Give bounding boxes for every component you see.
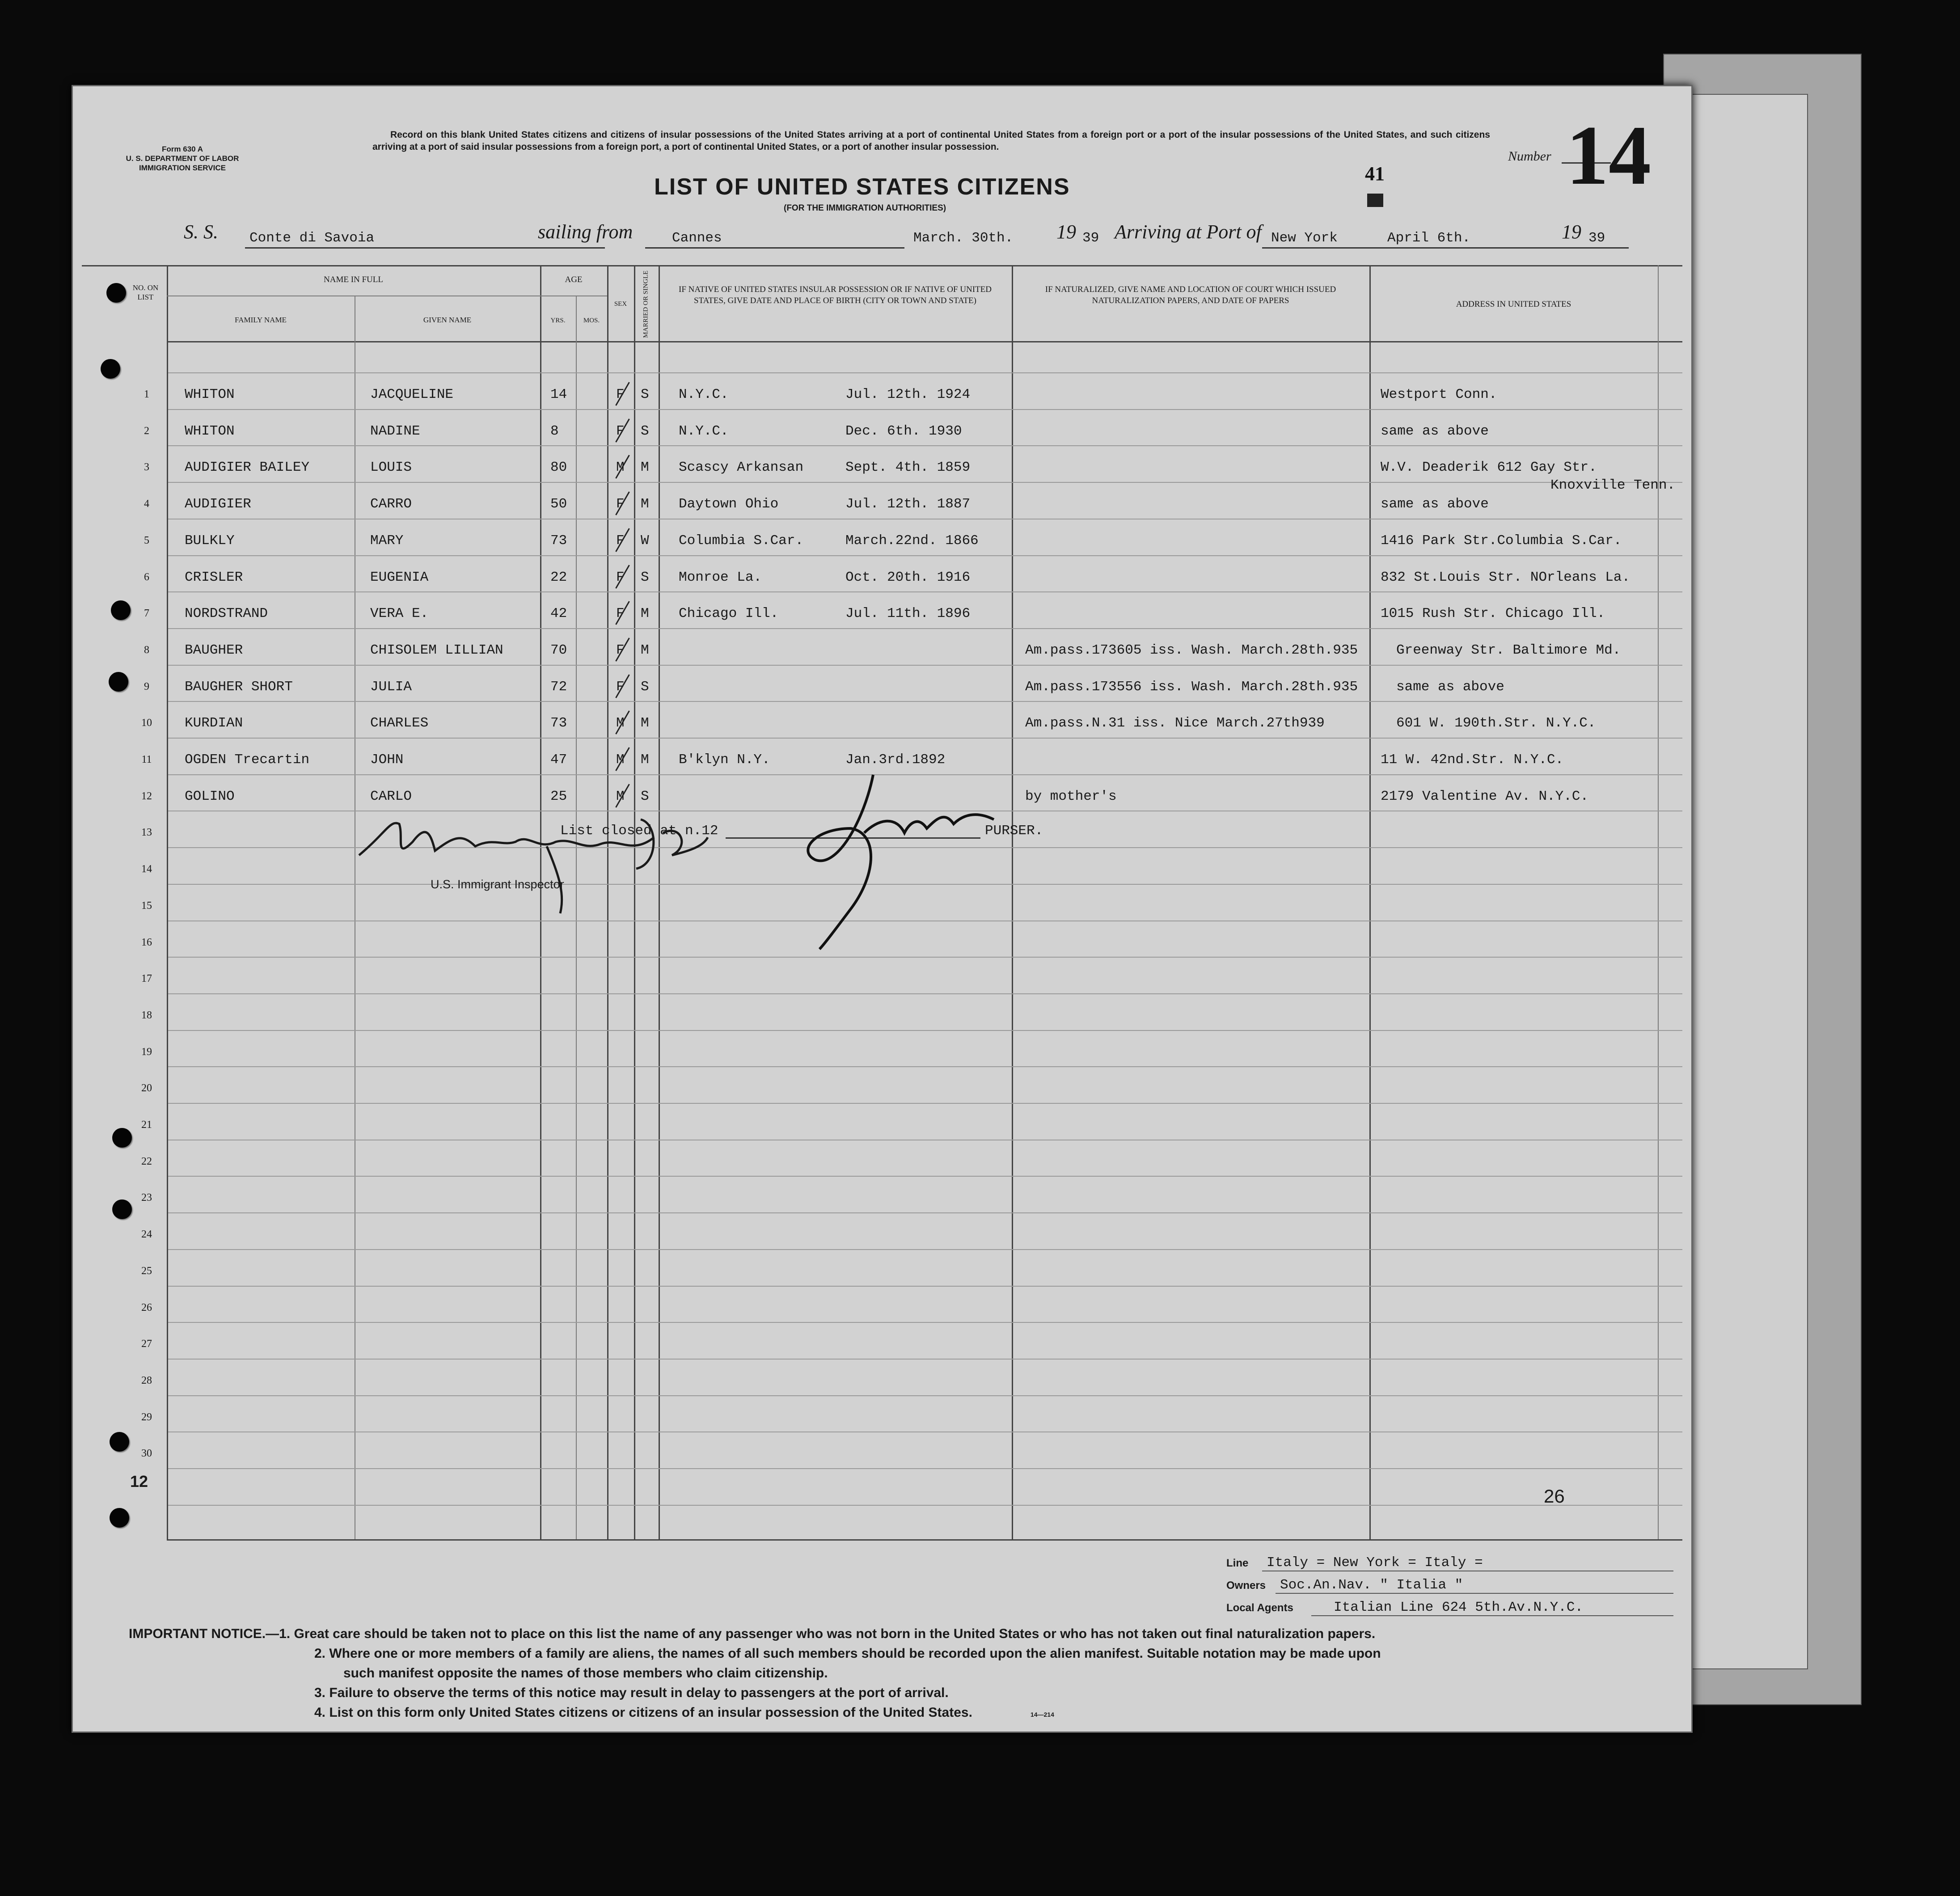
owners-underline bbox=[1276, 1593, 1673, 1594]
header-family-name: FAMILY NAME bbox=[235, 316, 287, 324]
birth-place-cell: N.Y.C. bbox=[679, 387, 729, 402]
ruled-line bbox=[168, 555, 1682, 556]
address-cell: same as above bbox=[1396, 679, 1504, 695]
row-number: 23 bbox=[141, 1192, 152, 1203]
notice-item-4-text: 4. List on this form only United States citizens or citizens of an insular possession of the United States. bbox=[314, 1705, 972, 1720]
given-name-cell: CARRO bbox=[370, 496, 412, 512]
punch-hole bbox=[112, 1199, 132, 1219]
ruled-line bbox=[168, 1249, 1682, 1250]
sex-cell: F bbox=[616, 387, 625, 402]
family-name-cell: AUDIGIER BAILEY bbox=[185, 460, 310, 475]
given-name-cell: CARLO bbox=[370, 789, 412, 804]
sex-cell: M bbox=[616, 460, 625, 475]
purser-signature bbox=[761, 766, 1012, 954]
agents-underline bbox=[1311, 1615, 1673, 1616]
birth-date-cell: Jul. 11th. 1896 bbox=[845, 606, 971, 621]
punch-hole bbox=[112, 1128, 132, 1148]
marital-status-cell: M bbox=[641, 496, 649, 512]
notice-form-code: 14—214 bbox=[1030, 1711, 1054, 1718]
punch-hole bbox=[109, 672, 128, 692]
ruled-line bbox=[168, 1030, 1682, 1031]
naturalized-cell: Am.pass.173556 iss. Wash. March.28th.935 bbox=[1025, 679, 1358, 695]
header-married-or-single: MARRIED OR SINGLE bbox=[642, 270, 650, 338]
birth-place-cell: Daytown Ohio bbox=[679, 496, 779, 512]
line-value: Italy = New York = Italy = bbox=[1267, 1555, 1483, 1571]
row-number: 10 bbox=[141, 717, 152, 729]
header-birth: IF NATIVE OF UNITED STATES INSULAR POSSESSION OR IF NATIVE OF UNITED STATES, GIVE DATE AND PLACE OF BIRTH (CITY OR TOWN AND STATE) bbox=[679, 285, 992, 305]
punch-hole bbox=[110, 1508, 129, 1528]
row-number: 16 bbox=[141, 937, 152, 948]
notice-line-1 bbox=[129, 1624, 1685, 1644]
row-number: 18 bbox=[141, 1009, 152, 1021]
address-continuation-cell: Knoxville Tenn. bbox=[1550, 477, 1676, 493]
marital-status-cell: M bbox=[641, 752, 649, 768]
naturalized-cell: by mother's bbox=[1025, 789, 1117, 804]
family-name-cell: NORDSTRAND bbox=[185, 606, 268, 621]
given-name-cell: NADINE bbox=[370, 423, 420, 439]
age-cell: 72 bbox=[550, 679, 567, 695]
list-number: 14 bbox=[1566, 109, 1651, 203]
birth-place-cell: Monroe La. bbox=[679, 570, 762, 585]
given-name-cell: LOUIS bbox=[370, 460, 412, 475]
row-number: 9 bbox=[144, 681, 149, 693]
address-cell: 832 St.Louis Str. NOrleans La. bbox=[1381, 570, 1631, 585]
age-cell: 70 bbox=[550, 642, 567, 658]
departure-year-prefix: 19 bbox=[1056, 221, 1076, 243]
ship-underline bbox=[245, 247, 605, 249]
row-number: 21 bbox=[141, 1119, 152, 1131]
departure-date: March. 30th. bbox=[913, 230, 1014, 246]
address-cell: 2179 Valentine Av. N.Y.C. bbox=[1381, 789, 1589, 804]
column-divider bbox=[1369, 265, 1371, 1539]
given-name-cell: JULIA bbox=[370, 679, 412, 695]
ruled-line bbox=[168, 482, 1682, 483]
left-count: 12 bbox=[130, 1472, 148, 1491]
row-number: 26 bbox=[141, 1302, 152, 1313]
naturalized-cell: Am.pass.N.31 iss. Nice March.27th939 bbox=[1025, 715, 1325, 731]
row-number: 11 bbox=[141, 754, 152, 765]
marital-status-cell: M bbox=[641, 606, 649, 621]
row-number: 20 bbox=[141, 1082, 152, 1094]
birth-place-cell: N.Y.C. bbox=[679, 423, 729, 439]
ruled-line bbox=[168, 1359, 1682, 1360]
table-bottom-border bbox=[167, 1539, 1682, 1541]
family-name-cell: GOLINO bbox=[185, 789, 235, 804]
age-cell: 42 bbox=[550, 606, 567, 621]
ruled-line bbox=[168, 1322, 1682, 1323]
header-address: ADDRESS IN UNITED STATES bbox=[1456, 300, 1571, 309]
inspector-label: U.S. Immigrant Inspector bbox=[431, 878, 564, 891]
row-number: 13 bbox=[141, 827, 152, 838]
sex-cell: F bbox=[616, 606, 625, 621]
ruled-line bbox=[168, 591, 1682, 592]
birth-place-cell: Columbia S.Car. bbox=[679, 533, 804, 549]
stamp-number: 41 bbox=[1365, 163, 1385, 185]
address-cell: Westport Conn. bbox=[1381, 387, 1497, 402]
arrival-port: New York bbox=[1271, 230, 1338, 246]
sex-cell: M bbox=[616, 789, 625, 804]
given-name-cell: CHISOLEM LILLIAN bbox=[370, 642, 503, 658]
row-number: 25 bbox=[141, 1265, 152, 1277]
arrival-year: 39 bbox=[1588, 230, 1605, 246]
ruled-line bbox=[168, 1212, 1682, 1213]
form-instructions: Record on this blank United States citizens and citizens of insular possessions of the United States arriving at a port of continental United States from a foreign port or a port of the insular possessions of the United States, and such citizens arriving at a port of said insular possessions from a foreign port, a port of continental United States, or a port of another insular possession. bbox=[372, 130, 1490, 152]
row-number: 3 bbox=[144, 461, 149, 473]
row-number: 22 bbox=[141, 1156, 152, 1167]
page-subtitle: (FOR THE IMMIGRATION AUTHORITIES) bbox=[784, 203, 946, 213]
arrival-year-prefix: 19 bbox=[1562, 221, 1581, 243]
agents-value: Italian Line 624 5th.Av.N.Y.C. bbox=[1334, 1600, 1584, 1615]
family-name-cell: BULKLY bbox=[185, 533, 235, 549]
punch-hole bbox=[106, 283, 126, 303]
address-cell: 1015 Rush Str. Chicago Ill. bbox=[1381, 606, 1605, 621]
sex-cell: F bbox=[616, 423, 625, 439]
header-sex: SEX bbox=[614, 300, 627, 308]
column-divider bbox=[1658, 265, 1659, 1539]
age-cell: 8 bbox=[550, 423, 559, 439]
form-number: Form 630 A bbox=[162, 145, 203, 153]
header-given-name: GIVEN NAME bbox=[423, 316, 472, 324]
sex-cell: F bbox=[616, 642, 625, 658]
column-divider bbox=[167, 265, 168, 1539]
row-number: 8 bbox=[144, 644, 149, 656]
family-name-cell: BAUGHER SHORT bbox=[185, 679, 293, 695]
address-cell: 1416 Park Str.Columbia S.Car. bbox=[1381, 533, 1622, 549]
ruled-line bbox=[168, 1176, 1682, 1177]
row-number: 30 bbox=[141, 1448, 152, 1459]
marital-status-cell: M bbox=[641, 715, 649, 731]
row-number: 15 bbox=[141, 900, 152, 912]
marital-status-cell: W bbox=[641, 533, 649, 549]
ruled-line bbox=[168, 665, 1682, 666]
sex-cell: F bbox=[616, 570, 625, 585]
arriving-label: Arriving at Port of bbox=[1115, 221, 1262, 243]
naturalized-cell: Am.pass.173605 iss. Wash. March.28th.935 bbox=[1025, 642, 1358, 658]
back-sheet bbox=[1681, 94, 1808, 1669]
ruled-line bbox=[168, 957, 1682, 958]
sex-cell: F bbox=[616, 496, 625, 512]
row-number: 4 bbox=[144, 498, 149, 510]
notice-item-2a: 2. Where one or more members of a family are aliens, the names of all such members should be recorded upon the alien manifest. Suitable notation may be made upon bbox=[314, 1646, 1381, 1661]
given-name-cell: VERA E. bbox=[370, 606, 429, 621]
age-cell: 73 bbox=[550, 533, 567, 549]
stamp-mark bbox=[1367, 194, 1383, 207]
given-name-cell: EUGENIA bbox=[370, 570, 429, 585]
birth-date-cell: Jul. 12th. 1924 bbox=[845, 387, 971, 402]
age-cell: 14 bbox=[550, 387, 567, 402]
form-id bbox=[109, 144, 256, 173]
ruled-line bbox=[168, 701, 1682, 702]
family-name-cell: OGDEN Trecartin bbox=[185, 752, 310, 768]
row-number: 5 bbox=[144, 535, 149, 546]
inspector-signature bbox=[350, 806, 752, 936]
marital-status-cell: M bbox=[641, 642, 649, 658]
given-name-cell: CHARLES bbox=[370, 715, 429, 731]
ruled-line bbox=[168, 1066, 1682, 1067]
row-number: 27 bbox=[141, 1338, 152, 1350]
owners-label: Owners bbox=[1226, 1579, 1266, 1592]
row-number: 24 bbox=[141, 1229, 152, 1240]
sex-cell: F bbox=[616, 533, 625, 549]
ruled-line bbox=[168, 1103, 1682, 1104]
row-number: 28 bbox=[141, 1375, 152, 1386]
address-cell: 11 W. 42nd.Str. N.Y.C. bbox=[1381, 752, 1564, 768]
birth-place-cell: Chicago Ill. bbox=[679, 606, 779, 621]
punch-hole bbox=[101, 359, 120, 379]
agents-label: Local Agents bbox=[1226, 1602, 1293, 1614]
ruled-line bbox=[168, 738, 1682, 739]
family-name-cell: BAUGHER bbox=[185, 642, 243, 658]
header-mos: MOS. bbox=[583, 317, 600, 324]
header-yrs: YRS. bbox=[550, 317, 566, 324]
address-cell: W.V. Deaderik 612 Gay Str. bbox=[1381, 460, 1597, 475]
ruled-line bbox=[168, 993, 1682, 994]
ruled-line bbox=[168, 409, 1682, 410]
ruled-line bbox=[168, 628, 1682, 629]
page-title: LIST OF UNITED STATES CITIZENS bbox=[654, 174, 1070, 200]
number-label: Number bbox=[1508, 149, 1551, 164]
line-label: Line bbox=[1226, 1557, 1249, 1569]
birth-date-cell: March.22nd. 1866 bbox=[845, 533, 979, 549]
table-top-border bbox=[82, 265, 1682, 266]
row-number: 12 bbox=[141, 790, 152, 802]
marital-status-cell: S bbox=[641, 387, 649, 402]
manifest-sheet bbox=[72, 85, 1693, 1733]
ruled-line bbox=[168, 1286, 1682, 1287]
sex-cell: F bbox=[616, 679, 625, 695]
departure-port: Cannes bbox=[672, 230, 722, 246]
marital-status-cell: M bbox=[641, 460, 649, 475]
address-cell: same as above bbox=[1381, 496, 1489, 512]
ruled-line bbox=[168, 1468, 1682, 1469]
header-no-on-list: NO. ON LIST bbox=[132, 283, 159, 301]
age-cell: 73 bbox=[550, 715, 567, 731]
row-number: 2 bbox=[144, 425, 149, 437]
header-age: AGE bbox=[565, 275, 583, 284]
birth-date-cell: Oct. 20th. 1916 bbox=[845, 570, 971, 585]
column-divider bbox=[1012, 265, 1013, 1539]
service: IMMIGRATION SERVICE bbox=[139, 164, 226, 172]
family-name-cell: WHITON bbox=[185, 387, 235, 402]
header-bottom-border bbox=[167, 341, 1682, 342]
arrival-underline bbox=[1262, 247, 1629, 249]
arrival-date: April 6th. bbox=[1387, 230, 1471, 246]
header-name-in-full: NAME IN FULL bbox=[324, 275, 383, 284]
ruled-line bbox=[168, 445, 1682, 446]
marital-status-cell: S bbox=[641, 679, 649, 695]
departure-year: 39 bbox=[1082, 230, 1099, 246]
punch-hole bbox=[111, 600, 131, 620]
row-number: 17 bbox=[141, 973, 152, 984]
family-name-cell: KURDIAN bbox=[185, 715, 243, 731]
given-name-cell: MARY bbox=[370, 533, 404, 549]
notice-item-2b: such manifest opposite the names of those members who claim citizenship. bbox=[343, 1666, 828, 1681]
address-cell: 601 W. 190th.Str. N.Y.C. bbox=[1396, 715, 1596, 731]
ship-name: Conte di Savoia bbox=[249, 230, 375, 246]
ruled-line bbox=[168, 372, 1682, 373]
birth-place-cell: B'klyn N.Y. bbox=[679, 752, 770, 768]
port-underline bbox=[645, 247, 904, 249]
row-number: 14 bbox=[141, 863, 152, 875]
sex-cell: M bbox=[616, 752, 625, 768]
address-cell: same as above bbox=[1381, 423, 1489, 439]
family-name-cell: AUDIGIER bbox=[185, 496, 251, 512]
marital-status-cell: S bbox=[641, 789, 649, 804]
row-number: 19 bbox=[141, 1046, 152, 1058]
owners-value: Soc.An.Nav. " Italia " bbox=[1280, 1577, 1463, 1593]
age-cell: 25 bbox=[550, 789, 567, 804]
birth-date-cell: Dec. 6th. 1930 bbox=[845, 423, 962, 439]
purser-label: PURSER. bbox=[985, 823, 1043, 839]
family-name-cell: WHITON bbox=[185, 423, 235, 439]
age-cell: 47 bbox=[550, 752, 567, 768]
page-number: 26 bbox=[1544, 1486, 1565, 1507]
given-name-cell: JACQUELINE bbox=[370, 387, 454, 402]
row-number: 6 bbox=[144, 571, 149, 583]
row-number: 1 bbox=[144, 388, 149, 400]
age-cell: 80 bbox=[550, 460, 567, 475]
marital-status-cell: S bbox=[641, 423, 649, 439]
ss-label: S. S. bbox=[184, 221, 218, 243]
marital-status-cell: S bbox=[641, 570, 649, 585]
row-number: 29 bbox=[141, 1411, 152, 1423]
birth-date-cell: Sept. 4th. 1859 bbox=[845, 460, 971, 475]
given-name-cell: JOHN bbox=[370, 752, 404, 768]
sex-cell: M bbox=[616, 715, 625, 731]
notice-item-4 bbox=[129, 1703, 1685, 1724]
birth-date-cell: Jan.3rd.1892 bbox=[845, 752, 946, 768]
header-naturalized: IF NATURALIZED, GIVE NAME AND LOCATION OF COURT WHICH ISSUED NATURALIZATION PAPERS, AND DATE OF PAPERS bbox=[1045, 285, 1336, 305]
sailing-label: sailing from bbox=[538, 221, 633, 243]
notice-item-3: 3. Failure to observe the terms of this notice may result in delay to passengers at the port of arrival. bbox=[314, 1685, 949, 1700]
age-cell: 50 bbox=[550, 496, 567, 512]
family-name-cell: CRISLER bbox=[185, 570, 243, 585]
row-number: 7 bbox=[144, 608, 149, 619]
punch-hole bbox=[110, 1432, 129, 1452]
ruled-line bbox=[168, 1505, 1682, 1506]
age-cell: 22 bbox=[550, 570, 567, 585]
ruled-line bbox=[168, 1395, 1682, 1396]
address-cell: Greenway Str. Baltimore Md. bbox=[1396, 642, 1621, 658]
list-closed: List closed at n.12 bbox=[560, 823, 718, 839]
notice-heading: IMPORTANT NOTICE.— bbox=[129, 1626, 279, 1641]
notice-item-1: 1. Great care should be taken not to place on this list the name of any passenger who was not born in the United States or who has not taken out final naturalization papers. bbox=[279, 1626, 1376, 1641]
birth-place-cell: Scascy Arkansan bbox=[679, 460, 804, 475]
birth-date-cell: Jul. 12th. 1887 bbox=[845, 496, 971, 512]
important-notice bbox=[129, 1624, 1685, 1724]
department: U. S. DEPARTMENT OF LABOR bbox=[126, 154, 239, 163]
